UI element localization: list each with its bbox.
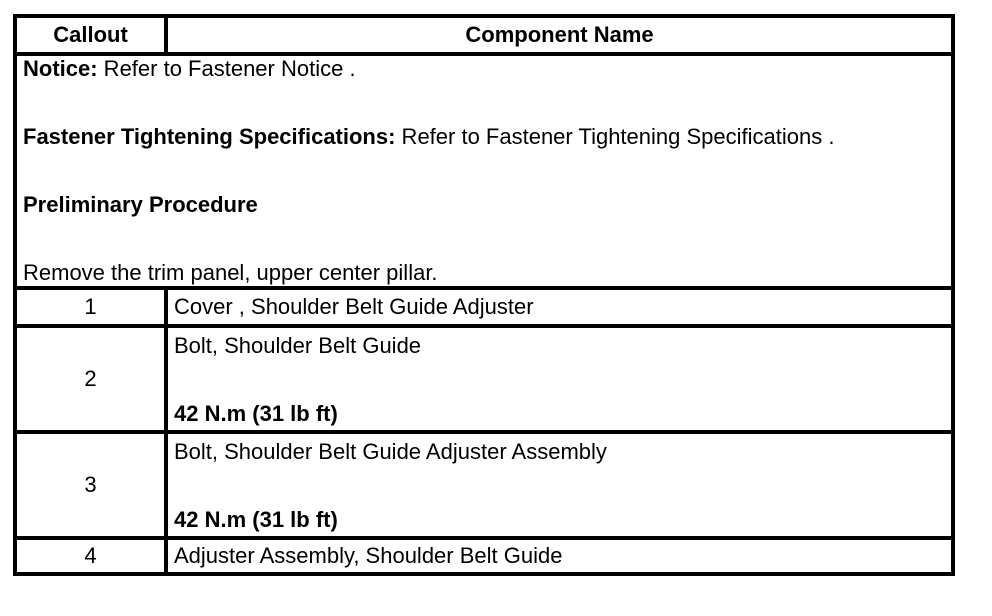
callout-cell: 1 [15,288,166,326]
fastener-spec-text: Refer to Fastener Tightening Specifications . [395,124,835,149]
torque-spec: 42 N.m (31 lb ft) [174,401,338,426]
torque-spec: 42 N.m (31 lb ft) [174,507,338,532]
table-row [15,288,953,326]
component-name-cell [166,326,953,432]
table-row [15,326,953,432]
component-name-cell [166,432,953,538]
callout-cell: 3 [15,432,166,538]
callout-cell: 2 [15,326,166,432]
component-name-cell: Cover , Shoulder Belt Guide Adjuster [166,288,953,326]
notice-text: Refer to Fastener Notice . [97,56,356,81]
table-row [15,538,953,574]
fastener-spec-label: Fastener Tightening Specifications: [23,124,396,149]
notice-paragraph [23,56,945,82]
notes-cell [15,54,953,288]
header-row [15,16,953,54]
preliminary-heading: Preliminary Procedure [23,192,258,217]
fastener-spec-paragraph [23,124,945,150]
table-row [15,432,953,538]
callout-cell: 4 [15,538,166,574]
notice-label: Notice: [23,56,98,81]
header-component-name: Component Name [166,16,953,54]
notes-row [15,54,953,288]
preliminary-text: Remove the trim panel, upper center pillar. [23,260,438,285]
component-name: Bolt, Shoulder Belt Guide [174,333,422,358]
component-name: Bolt, Shoulder Belt Guide Adjuster Assembly [174,439,607,464]
component-table [13,14,955,576]
header-callout: Callout [15,16,166,54]
component-name-cell: Adjuster Assembly, Shoulder Belt Guide [166,538,953,574]
